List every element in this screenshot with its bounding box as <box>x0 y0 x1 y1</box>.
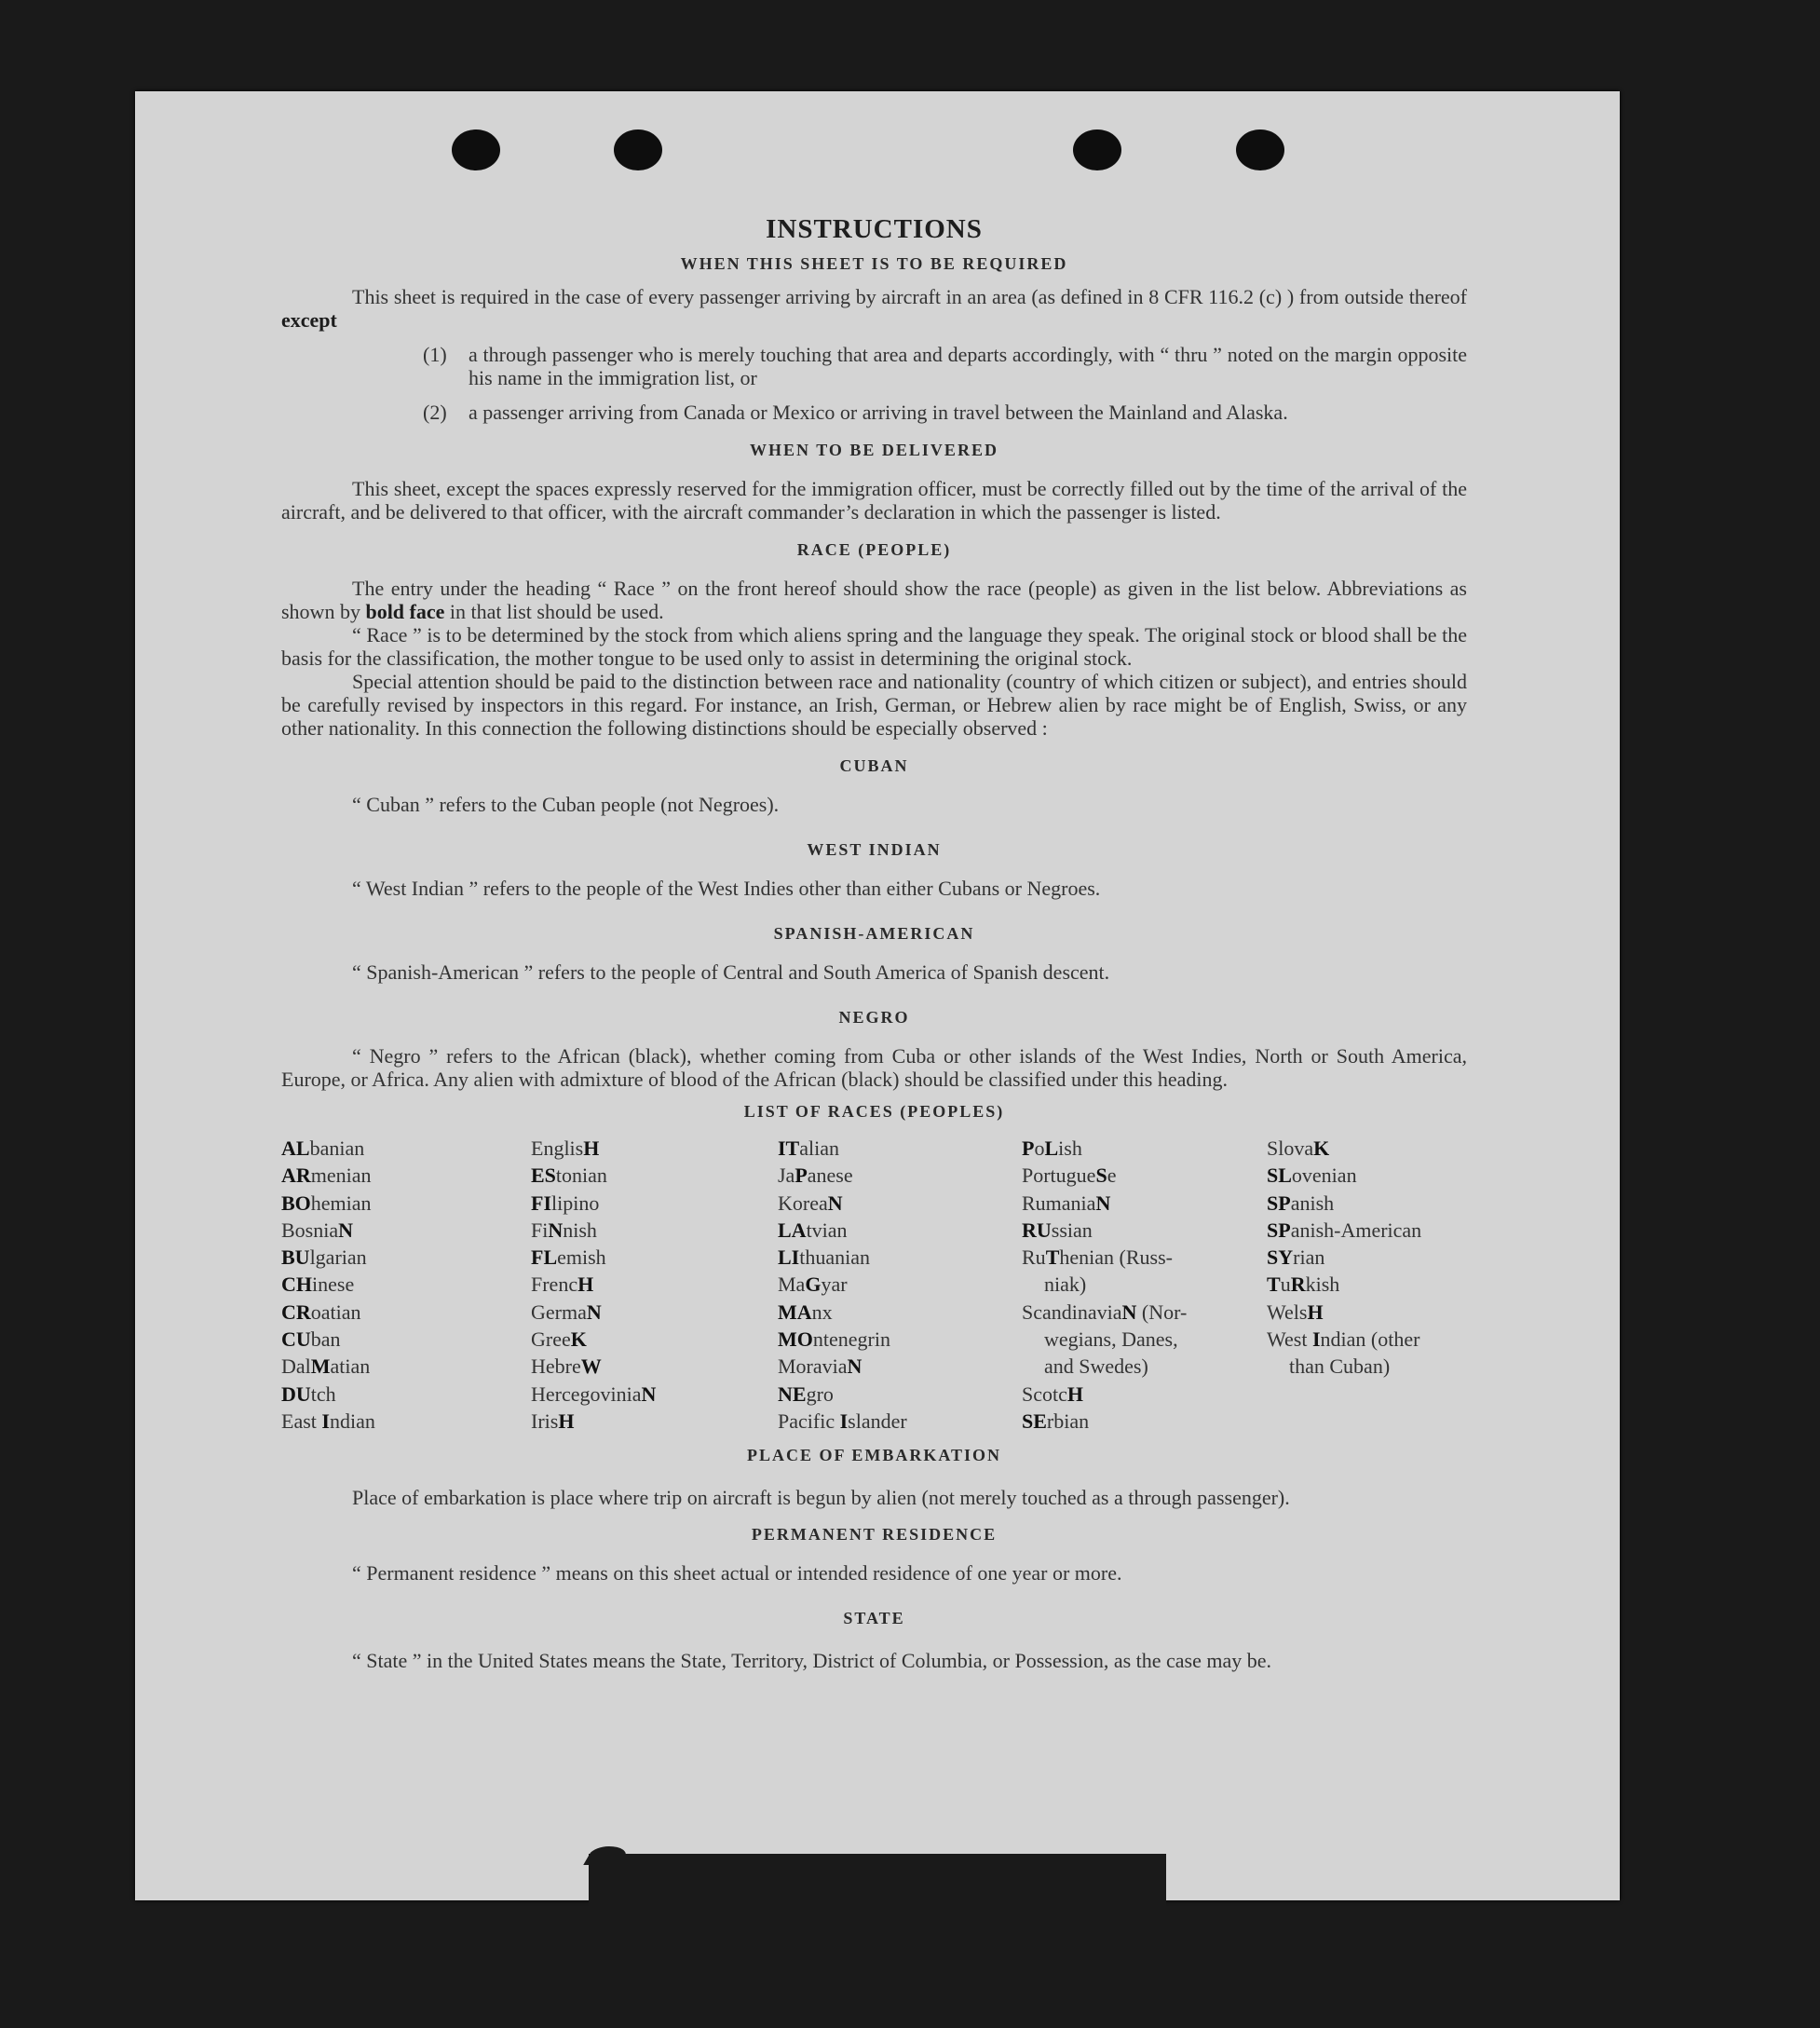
section-heading-cuban: CUBAN <box>839 756 909 775</box>
required-intro: This sheet is required in the case of every passenger arriving by aircraft in an area (as defined in 8 CFR 116.2 (c) ) from outside thereof except <box>281 285 1467 332</box>
section-heading-negro: NEGRO <box>838 1008 910 1027</box>
race-entry: MAnx <box>778 1300 833 1324</box>
negro-text: “ Negro ” refers to the African (black), whether coming from Cuba or other islands of the West Indies, North or South America, Europe, or Africa. Any alien with admixture of blood of the African (black) should be classified under this heading. <box>281 1044 1467 1091</box>
punch-hole <box>614 129 662 170</box>
race-entry: RuThenian (Russ- <box>1022 1245 1173 1270</box>
race-entry: GermaN <box>531 1300 602 1324</box>
race-entry: SErbian <box>1022 1409 1090 1433</box>
residence-text: “ Permanent residence ” means on this sheet actual or intended residence of one year or more. <box>352 1561 1122 1586</box>
race-column <box>1267 1135 1467 1435</box>
section-heading-delivered: WHEN TO BE DELIVERED <box>750 441 998 459</box>
instructions-content <box>281 214 1467 1677</box>
race-entry: West Indian (other <box>1267 1327 1420 1352</box>
race-entry: SlovaK <box>1267 1136 1330 1160</box>
section-heading-west-indian: WEST INDIAN <box>807 840 942 859</box>
race-entry: MoraviaN <box>778 1354 862 1379</box>
race-entry: CUban <box>281 1327 341 1352</box>
cuban-text: “ Cuban ” refers to the Cuban people (not Negroes). <box>352 793 780 816</box>
race-entry: ScotcH <box>1022 1381 1084 1406</box>
race-entry: BOhemian <box>281 1191 372 1215</box>
race-entry: ALbanian <box>281 1136 365 1160</box>
torn-edge <box>589 1854 1166 1906</box>
race-entry: FLemish <box>531 1245 606 1270</box>
exception-item: (1) a through passenger who is merely touching that area and departs accordingly, with “ thru ” noted on the margin opposite his name in the immigration list, or <box>423 343 1467 389</box>
race-entry: FIlipino <box>531 1191 600 1215</box>
race-entry: FiNnish <box>531 1218 597 1242</box>
race-entry: PoLish <box>1022 1136 1082 1160</box>
section-heading-embarkation: PLACE OF EMBARKATION <box>746 1446 1001 1465</box>
race-entry: RumaniaN <box>1022 1191 1111 1215</box>
race-column <box>778 1135 1022 1435</box>
race-entry: MaGyar <box>778 1273 848 1297</box>
race-entry: TuRkish <box>1267 1273 1340 1297</box>
embarkation-text: Place of embarkation is place where trip on aircraft is begun by alien (not merely touched as a through passenger). <box>352 1486 1290 1510</box>
race-entry: BUlgarian <box>281 1245 367 1270</box>
race-entry: and Swedes) <box>1044 1354 1148 1379</box>
punch-hole <box>1236 129 1284 170</box>
race-entry: HercegoviniaN <box>531 1381 657 1406</box>
race-paragraph-3: Special attention should be paid to the distinction between race and nationality (country of which citizen or subject), and entries should be carefully revised by inspectors in this regard. For instance, an Irish, German, or Hebrew alien by race might be of English, Swiss, or any other nationality. In this connection the following distinctions should be especially observed : <box>281 670 1467 740</box>
race-entry: KoreaN <box>778 1191 843 1215</box>
spanish-american-text: “ Spanish-American ” refers to the people of Central and South America of Spanish descent. <box>352 960 1110 984</box>
section-heading-residence: PERMANENT RESIDENCE <box>751 1525 998 1545</box>
race-entry: EnglisH <box>531 1136 600 1160</box>
race-entry: ARmenian <box>281 1164 372 1188</box>
race-entry: SLovenian <box>1267 1164 1357 1188</box>
race-column <box>1022 1135 1267 1435</box>
paper-sheet <box>135 91 1620 1900</box>
race-paragraph-1: The entry under the heading “ Race ” on the front hereof should show the race (people) as given in the list below. Abbreviations as shown by bold face in that list should be used. <box>281 577 1467 623</box>
race-entry: than Cuban) <box>1289 1354 1391 1379</box>
race-entry: RUssian <box>1022 1218 1093 1242</box>
race-entry: LIthuanian <box>778 1245 871 1270</box>
punch-hole <box>452 129 500 170</box>
west-indian-text: “ West Indian ” refers to the people of the West Indies other than either Cubans or Negroes. <box>352 877 1101 900</box>
exception-item: (2) a passenger arriving from Canada or Mexico or arriving in travel between the Mainland and Alaska. <box>423 401 1288 424</box>
punch-hole <box>1073 129 1121 170</box>
race-entry: East Indian <box>281 1409 375 1433</box>
race-column <box>281 1135 531 1435</box>
race-entry: WelsH <box>1267 1300 1324 1324</box>
section-heading-list-of-races: LIST OF RACES (PEOPLES) <box>743 1102 1005 1121</box>
race-entry: BosniaN <box>281 1218 354 1242</box>
race-entry: EStonian <box>531 1164 607 1188</box>
race-entry: DUtch <box>281 1381 336 1406</box>
race-entry: LAtvian <box>778 1218 848 1242</box>
race-entry: DalMatian <box>281 1354 371 1379</box>
race-column <box>531 1135 778 1435</box>
race-entry: SPanish <box>1267 1191 1335 1215</box>
race-entry: NEgro <box>778 1381 834 1406</box>
race-entry: SPanish-American <box>1267 1218 1422 1242</box>
section-heading-race: RACE (PEOPLE) <box>796 540 952 559</box>
race-list <box>281 1135 1467 1435</box>
race-entry: ScandinaviaN (Nor- <box>1022 1300 1188 1324</box>
race-entry: MOntenegrin <box>778 1327 890 1352</box>
section-heading-spanish-american: SPANISH-AMERICAN <box>773 924 975 943</box>
race-entry: JaPanese <box>778 1164 853 1188</box>
race-paragraph-2: “ Race ” is to be determined by the stock from which aliens spring and the language they speak. The original stock or blood shall be the basis for the classification, the mother tongue to be used only to assist in determining the original stock. <box>281 623 1467 670</box>
race-entry: GreeK <box>531 1327 587 1352</box>
race-entry: CHinese <box>281 1273 355 1297</box>
race-entry: CRoatian <box>281 1300 361 1324</box>
delivered-text: This sheet, except the spaces expressly reserved for the immigration officer, must be correctly filled out by the time of the arrival of the aircraft, and be delivered to that officer, with the aircraft commander’s declaration in which the passenger is listed. <box>281 477 1467 524</box>
race-entry: FrencH <box>531 1273 594 1297</box>
race-entry: Pacific Islander <box>778 1409 907 1433</box>
race-entry: niak) <box>1044 1273 1087 1297</box>
race-entry: IrisH <box>531 1409 575 1433</box>
race-entry: ITalian <box>778 1136 840 1160</box>
state-text: “ State ” in the United States means the State, Territory, District of Columbia, or Possession, as the case may be. <box>352 1649 1272 1673</box>
page-title: INSTRUCTIONS <box>766 214 983 244</box>
section-heading-state: STATE <box>843 1609 905 1628</box>
race-entry: PortugueSe <box>1022 1164 1117 1188</box>
race-entry: HebreW <box>531 1354 602 1379</box>
section-heading-required: WHEN THIS SHEET IS TO BE REQUIRED <box>680 254 1068 273</box>
race-entry: wegians, Danes, <box>1044 1327 1178 1352</box>
race-entry: SYrian <box>1267 1245 1325 1270</box>
